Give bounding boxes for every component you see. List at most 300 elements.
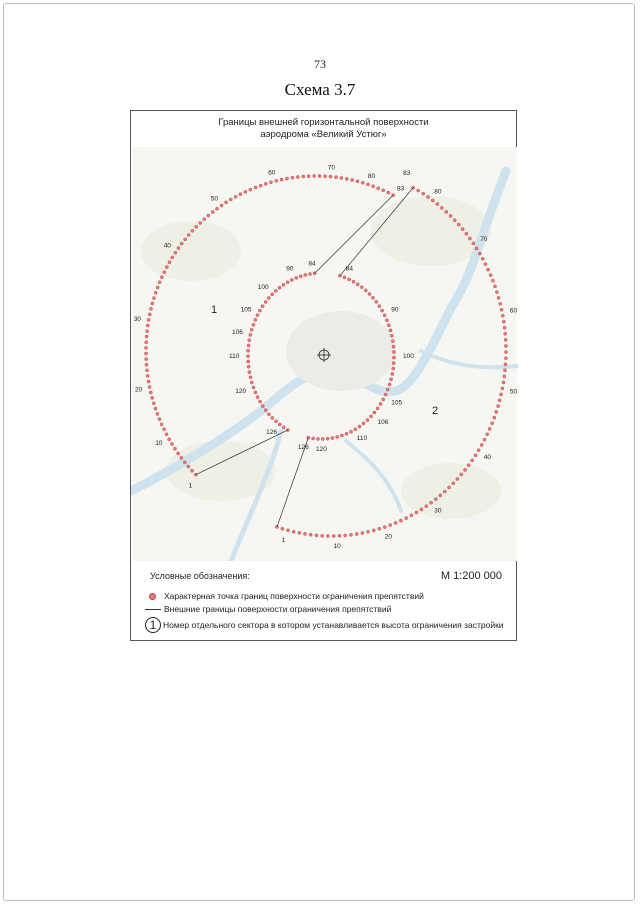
boundary-point [387,324,390,327]
outer-left-label: 70 [327,164,336,172]
boundary-point [378,305,381,308]
boundary-point [465,232,468,235]
map-title-line-1: Границы внешней горизонтальной поверхности [218,117,429,128]
legend-sector-text: Номер отдельного сектора в котором устанавливается высота ограничения застройки [163,620,504,630]
boundary-point [156,412,159,415]
boundary-point [250,328,253,331]
inner-right-label: 120 [316,446,327,453]
boundary-point [256,314,259,317]
boundary-point [309,533,312,536]
boundary-point [291,176,294,179]
boundary-point [247,349,250,352]
legend-point-symbol [149,593,156,600]
sector-label-2: 2 [432,405,439,417]
boundary-point [264,300,267,303]
boundary-point [497,296,500,299]
boundary-point [504,351,507,354]
boundary-point [453,219,456,222]
boundary-point [145,363,148,366]
boundary-point [449,214,452,217]
boundary-point [165,433,168,436]
boundary-point [144,352,147,355]
boundary-point [252,386,255,389]
boundary-point [274,289,277,292]
outer-right-label: 60 [509,307,518,315]
boundary-point [264,409,267,412]
boundary-point [445,210,448,213]
boundary-point [247,344,250,347]
legend-point-text: Характерная точка границ поверхности ограничения препятствий [164,591,424,601]
boundary-point [383,526,386,529]
boundary-point [280,178,283,181]
outer-right-label: 1 [281,537,286,545]
boundary-point [372,529,375,532]
boundary-point [371,296,374,299]
boundary-point [187,233,190,236]
boundary-point [180,242,183,245]
boundary-point [358,425,361,428]
boundary-point [158,418,161,421]
boundary-point [329,175,332,178]
boundary-point [472,242,475,245]
boundary-point [249,376,252,379]
outer-left-label: 40 [163,242,171,250]
boundary-point [254,318,257,321]
legend-line-text: Внешние границы поверхности ограничения препятствий [164,604,392,614]
boundary-point [207,214,210,217]
boundary-point [389,329,392,332]
boundary-point [366,419,369,422]
boundary-point [392,362,395,365]
boundary-point [321,437,324,440]
boundary-point [234,195,237,198]
boundary-point [478,252,481,255]
boundary-point [336,435,339,438]
inner-right-label: 126 [297,444,309,451]
boundary-point [286,428,289,431]
boundary-point [248,371,251,374]
inner-left-label: 105 [240,306,252,314]
boundary-point [144,346,147,349]
map-canvas [131,111,518,561]
boundary-point [355,532,358,535]
boundary-point [146,324,149,327]
boundary-point [369,415,372,418]
outer-left-label: 10 [155,440,163,447]
boundary-point [147,380,150,383]
boundary-point [199,221,202,224]
boundary-point [173,447,176,450]
boundary-point [420,508,423,511]
map-title-line-2: аэродрома «Великий Устюг» [260,129,387,140]
boundary-point [247,365,250,368]
inner-left-label: 84 [308,260,316,268]
inner-left-label: 120 [235,387,247,395]
boundary-point [471,459,474,462]
boundary-point [145,358,148,361]
boundary-point [366,530,369,533]
boundary-point [261,405,264,408]
boundary-point [269,181,272,184]
boundary-point [388,383,391,386]
boundary-point [486,433,489,436]
boundary-point [344,534,347,537]
boundary-point [500,308,503,311]
boundary-point [313,174,316,177]
boundary-point [495,291,498,294]
boundary-point [483,438,486,441]
boundary-point [307,175,310,178]
boundary-point [390,378,393,381]
outer-left-label: 30 [133,316,141,323]
inner-right-label: 105 [391,399,403,407]
boundary-point [168,438,171,441]
scale-label: М 1:200 000 [440,570,502,582]
boundary-point [349,430,352,433]
boundary-point [145,369,148,372]
boundary-point [504,338,507,341]
boundary-point [261,305,264,308]
boundary-point [481,257,484,260]
boundary-point [163,271,166,274]
boundary-point [168,261,171,264]
boundary-point [271,416,274,419]
boundary-point [278,423,281,426]
boundary-point [148,313,151,316]
boundary-point [439,494,442,497]
legend-heading: Условные обозначения: [150,571,250,581]
boundary-point [440,206,443,209]
boundary-point [491,422,494,425]
boundary-point [361,531,364,534]
boundary-point [249,333,252,336]
boundary-point [247,360,250,363]
boundary-point [285,177,288,180]
boundary-point [360,286,363,289]
inner-left-label: 126 [266,429,277,437]
boundary-point [392,367,395,370]
boundary-point [332,534,335,537]
legend-line-symbol [145,609,161,610]
boundary-point [145,341,148,344]
boundary-point [497,405,500,408]
boundary-point [281,527,284,530]
boundary-point [184,238,187,241]
boundary-point [146,330,149,333]
boundary-point [229,198,232,201]
boundary-point [183,461,186,464]
boundary-point [180,456,183,459]
boundary-point [392,345,395,348]
boundary-point [503,375,506,378]
boundary-point [343,276,346,279]
boundary-point [375,300,378,303]
boundary-point [248,339,251,342]
boundary-point [145,335,148,338]
boundary-point [501,387,504,390]
boundary-point [190,469,193,472]
boundary-point [316,437,319,440]
boundary-point [244,190,247,193]
boundary-point [502,320,505,323]
boundary-point [391,372,394,375]
boundary-point [171,256,174,259]
boundary-point [504,344,507,347]
boundary-point [391,340,394,343]
boundary-point [160,423,163,426]
outer-right-label: 20 [384,533,393,541]
boundary-point [324,175,327,178]
boundary-point [443,490,446,493]
boundary-point [387,191,390,194]
boundary-point [456,477,459,480]
boundary-point [467,464,470,467]
boundary-point [174,251,177,254]
boundary-point [187,465,190,468]
boundary-point [295,276,298,279]
boundary-point [504,357,507,360]
boundary-point [504,363,507,366]
boundary-point [504,332,507,335]
outer-right-label: 80 [434,188,442,196]
inner-left-label: 100 [257,283,269,291]
legend-item-sector [145,617,504,633]
boundary-point [220,204,223,207]
legend-item-boundary [145,604,391,614]
boundary-point [345,177,348,180]
outer-right-label: 50 [509,388,518,396]
boundary-point [489,274,492,277]
boundary-point [152,297,155,300]
boundary-point [177,452,180,455]
boundary-point [331,436,334,439]
boundary-point [376,407,379,410]
boundary-point [430,501,433,504]
boundary-point [405,517,408,520]
boundary-point [225,201,228,204]
boundary-point [384,393,387,396]
map-title [131,117,516,141]
boundary-point [361,181,364,184]
boundary-point [303,532,306,535]
boundary-point [154,407,157,410]
boundary-point [326,534,329,537]
boundary-point [502,381,505,384]
sector-label-1: 1 [211,304,218,316]
boundary-point [254,391,257,394]
boundary-point [392,356,395,359]
boundary-point [149,307,152,310]
boundary-point [501,314,504,317]
boundary-point [148,385,151,388]
boundary-point [498,399,501,402]
inner-right-label: 110 [356,435,368,443]
inner-right-label: 106 [377,418,389,426]
boundary-point [491,279,494,282]
boundary-point [349,533,352,536]
boundary-point [296,175,299,178]
boundary-point [475,247,478,250]
boundary-point [258,309,261,312]
inner-right-label: 84 [345,265,354,273]
outer-left-label: 83 [397,185,405,193]
boundary-point [299,275,302,278]
boundary-point [321,534,324,537]
boundary-point [302,175,305,178]
boundary-point [170,442,173,445]
boundary-point [340,176,343,179]
boundary-point [278,286,281,289]
boundary-point [385,319,388,322]
boundary-point [348,278,351,281]
boundary-point [191,229,194,232]
boundary-point [338,534,341,537]
boundary-point [503,326,506,329]
boundary-point [249,188,252,191]
boundary-point [177,247,180,250]
boundary-point [484,263,487,266]
boundary-point [195,225,198,228]
boundary-point [426,195,429,198]
outer-right-label: 30 [434,507,442,515]
boundary-point [286,281,289,284]
boundary-point [286,529,289,532]
boundary-point [410,514,413,517]
legend-circle-symbol: 1 [145,617,161,633]
boundary-point [264,182,267,185]
boundary-point [274,420,277,423]
boundary-point [352,280,355,283]
boundary-point [468,237,471,240]
boundary-point [503,369,506,372]
boundary-point [326,437,329,440]
outer-left-label: 20 [135,386,143,394]
inner-left-label: 110 [229,353,240,360]
boundary-point [415,511,418,514]
boundary-point [379,402,382,405]
boundary-point [340,434,343,437]
boundary-point [254,186,257,189]
outer-right-label: 70 [480,236,488,244]
boundary-point [156,286,159,289]
boundary-point [312,437,315,440]
boundary-point [461,228,464,231]
boundary-point [252,323,255,326]
boundary-point [298,531,301,534]
boundary-point [151,302,154,305]
boundary-point [239,193,242,196]
boundary-point [373,411,376,414]
boundary-point [354,428,357,431]
boundary-point [500,393,503,396]
inner-right-label: 100 [403,353,414,360]
boundary-point [282,283,285,286]
boundary-point [147,318,150,321]
boundary-point [146,374,149,377]
outer-right-label: 10 [333,542,341,550]
boundary-point [282,426,285,429]
boundary-point [477,449,480,452]
boundary-point [392,351,395,354]
boundary-point [377,187,380,190]
boundary-point [382,398,385,401]
boundary-point [366,183,369,186]
boundary-point [250,381,253,384]
boundary-point [216,207,219,210]
boundary-point [480,443,483,446]
boundary-point [464,468,467,471]
boundary-point [368,292,371,295]
boundary-point [434,498,437,501]
boundary-point [290,278,293,281]
boundary-point [211,210,214,213]
boundary-point [381,309,384,312]
boundary-point [356,283,359,286]
boundary-point [436,203,439,206]
boundary-point [499,302,502,305]
outer-right-label: 83 [403,169,411,177]
outer-left-label: 60 [268,169,276,177]
boundary-point [378,527,381,530]
boundary-point [394,521,397,524]
boundary-point [165,266,168,269]
boundary-point [390,334,393,337]
boundary-point [425,505,428,508]
boundary-point [474,454,477,457]
boundary-point [162,428,165,431]
boundary-point [362,422,365,425]
map-frame [130,110,517,641]
boundary-point [158,281,161,284]
boundary-point [154,291,157,294]
boundary-point [203,218,206,221]
boundary-point [256,396,259,399]
boundary-point [399,519,402,522]
boundary-point [457,223,460,226]
town-area [286,311,396,391]
outer-left-label: 80 [367,173,376,180]
boundary-point [271,293,274,296]
boundary-point [304,273,307,276]
boundary-point [259,400,262,403]
boundary-point [452,482,455,485]
boundary-point [487,268,490,271]
boundary-point [383,314,386,317]
boundary-point [417,189,420,192]
boundary-point [364,289,367,292]
boundary-point [493,416,496,419]
boundary-point [246,355,249,358]
legend-item-point [145,591,424,601]
boundary-point [431,199,434,202]
boundary-point [386,388,389,391]
outer-left-label: 50 [210,195,219,203]
inner-left-label: 106 [232,328,243,336]
boundary-point [315,534,318,537]
boundary-point [334,176,337,179]
boundary-point [422,192,425,195]
boundary-point [308,272,311,275]
scheme-title: Схема 3.7 [284,80,356,99]
page-number: 73 [314,57,326,71]
boundary-point [267,413,270,416]
inner-left-label: 90 [286,265,294,273]
outer-left-label: 1 [188,482,193,490]
boundary-point [259,184,262,187]
boundary-point [372,185,375,188]
boundary-point [488,427,491,430]
boundary-point [318,174,321,177]
